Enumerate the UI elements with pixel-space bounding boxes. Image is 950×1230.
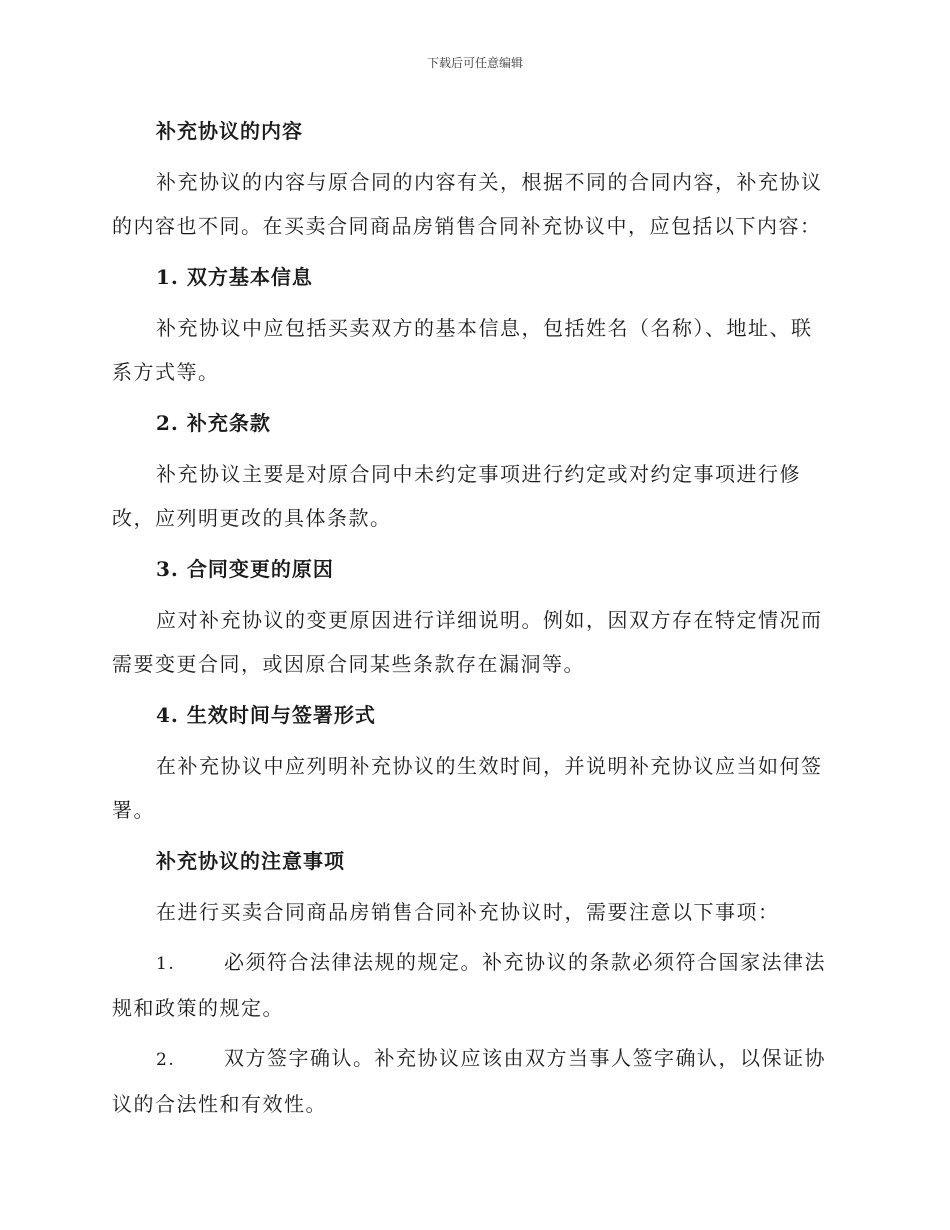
subheading-basic-info: 1. 双方基本信息: [156, 265, 313, 289]
list-item-note-2: [112, 1036, 832, 1126]
subheading-effective-time: 4. 生效时间与签署形式: [156, 703, 376, 727]
document-body: [112, 108, 832, 1132]
list-item-text: 双方签字确认。补充协议应该由双方当事人签字确认，以保证协议的合法性和有效性。: [112, 1046, 826, 1116]
section-heading-notes: 补充协议的注意事项: [156, 849, 345, 873]
page-header: 下载后可任意编辑: [426, 56, 523, 70]
paragraph-intro: 补充协议的内容与原合同的内容有关，根据不同的合同内容，补充协议的内容也不同。在买卖合同商品房销售合同补充协议中，应包括以下内容：: [112, 170, 823, 238]
paragraph-basic-info: 补充协议中应包括买卖双方的基本信息，包括姓名（名称）、地址、联系方式等。: [112, 316, 813, 384]
paragraph-supplementary-terms: 补充协议主要是对原合同中未约定事项进行约定或对约定事项进行修改，应列明更改的具体条款。: [112, 462, 801, 530]
list-number: 2.: [156, 1050, 176, 1070]
list-number: 1.: [156, 954, 176, 974]
subheading-change-reason: 3. 合同变更的原因: [156, 557, 334, 581]
paragraph-notes-intro: 在进行买卖合同商品房销售合同补充协议时，需要注意以下事项：: [156, 900, 780, 924]
list-item-text: 必须符合法律法规的规定。补充协议的条款必须符合国家法律法规和政策的规定。: [112, 950, 826, 1020]
paragraph-change-reason: 应对补充协议的变更原因进行详细说明。例如，因双方存在特定情况而需要变更合同，或因原合同某些条款存在漏洞等。: [112, 608, 823, 676]
paragraph-effective-time: 在补充协议中应列明补充协议的生效时间，并说明补充协议应当如何签署。: [112, 754, 823, 822]
list-item-note-1: [112, 940, 832, 1030]
subheading-supplementary-terms: 2. 补充条款: [156, 411, 271, 435]
section-heading-content: 补充协议的内容: [156, 119, 303, 143]
